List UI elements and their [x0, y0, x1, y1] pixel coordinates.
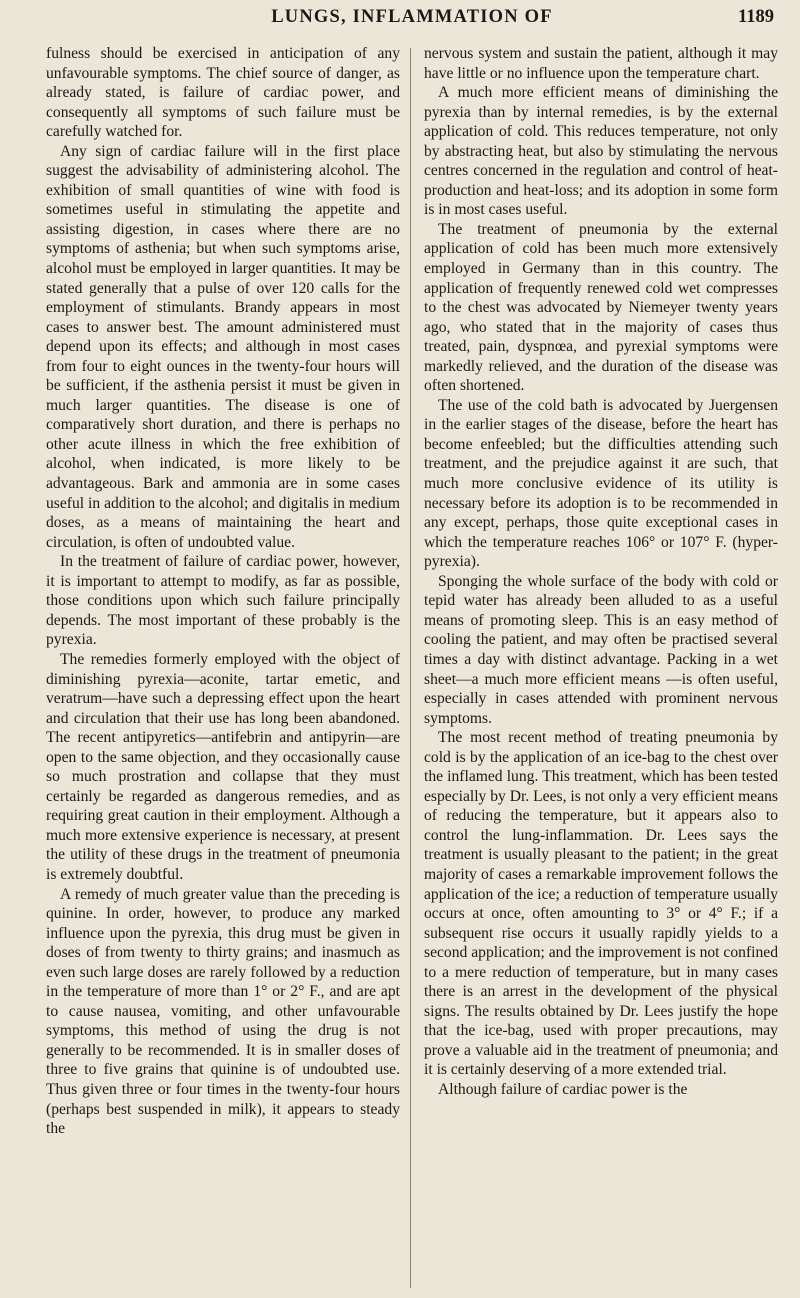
running-title: LUNGS, INFLAMMATION OF — [271, 7, 553, 27]
paragraph: The most recent method of treating pneumonia by cold is by the application of an ice-bag to the chest over the inflamed lung. This treatment, which has been tested especially by Dr. Lees, is not only a very efficient means of reducing the temperature, but it appears also to control the lung-inflammation. Dr. Lees says the treatment is usually pleasant to the patient; in the great majority of cases a remarkable improvement follows the application of the ice; a reduction of temperature usually occurs at once, often amounting to 3° or 4° F.; if a subsequent rise occurs it usually rapidly yields to a second application; and the improvement is not confined to a mere reduction of temperature, but in many cases there is an arrest in the development of the physical signs. The results obtained by Dr. Lees justify the hope that the ice-bag, used with proper precautions, may prove a valuable aid in the treatment of pneumonia; and it is certainly deserving of a more extended trial. — [424, 729, 778, 1079]
right-column — [424, 44, 778, 1139]
paragraph: The treatment of pneumonia by the external application of cold has been much more extensively employed in Germany than in this country. The application of frequently renewed cold wet compresses to the chest was advocated by Niemeyer twenty years ago, who stated that in the majority of cases thus treated, pain, dyspnœa, and pyrexial symptoms were markedly relieved, and the duration of the disease was often shortened. — [424, 220, 778, 395]
paragraph: The remedies formerly employed with the object of diminishing pyrexia—aconite, tartar emetic, and veratrum—have such a depressing effect upon the heart and circulation that their use has long been abandoned. The recent antipyretics—antifebrin and antipyrin—are open to the same objection, and they occasionally cause so much prostration and collapse that they must certainly be regarded as dangerous remedies, and as requiring great caution in their employment. Although a much more extensive experience is necessary, at present the utility of these drugs in the treatment of pneumonia is extremely doubtful. — [46, 650, 400, 883]
paragraph: A much more efficient means of diminishing the pyrexia than by internal remedies, is by the external application of cold. This reduces temperature, not only by abstracting heat, but also by stimulating the nervous centres concerned in the regulation and control of heat-production and heat-loss; and its adoption in some form is in most cases useful. — [424, 84, 778, 219]
paragraph: Any sign of cardiac failure will in the first place suggest the advisability of administering alcohol. The exhibition of small quantities of wine with food is sometimes useful in stimulating the appetite and assisting digestion, in cases where there are no symptoms of asthenia; but when such symptoms arise, alcohol must be employed in larger quantities. It may be stated generally that a pulse of over 120 calls for the employment of stimulants. Brandy appears in most cases to answer best. The amount administered must depend upon its effects; and although in most cases from four to eight ounces in the twenty-four hours will be sufficient, if the asthenia persist it must be given in much larger quantities. The disease is one of comparatively short duration, and there is perhaps no other acute illness in which the free exhibition of alcohol, when indicated, is more likely to be advantageous. Bark and ammonia are in some cases useful in addition to the alcohol; and digitalis in medium doses, as a means of maintaining the heart and circulation, is often of undoubted value. — [46, 142, 400, 551]
paragraph: The use of the cold bath is advocated by Juergensen in the earlier stages of the disease, before the heart has become enfeebled; but the difficulties attending such treatment, and the prejudice against it are such, that much more conclusive evidence of its utility is necessary before its adoption is to be recommended in any except, perhaps, those quite exceptional cases in which the temperature reaches 106° or 107° F. (hyper-pyrexia). — [424, 396, 778, 571]
text-columns — [46, 44, 778, 1139]
page-header — [46, 0, 778, 44]
paragraph: A remedy of much greater value than the preceding is quinine. In order, however, to produce any marked influence upon the pyrexia, this drug must be given in doses of from twenty to thirty grains; and inasmuch as even such large doses are rarely followed by a reduction in the temperature of more than 1° or 2° F., and are apt to cause nausea, vomiting, and other unfavourable symptoms, this method of using the drug is not generally to be recommended. It is in smaller doses of three to five grains that quinine is of undoubted use. Thus given three or four times in the twenty-four hours (perhaps best suspended in milk), it appears to steady the — [46, 885, 400, 1138]
paragraph: fulness should be exercised in anticipation of any unfavourable symptoms. The chief source of danger, as already stated, is failure of cardiac power, and consequently all symptoms of such failure must be carefully watched for. — [46, 45, 400, 141]
paragraph: Sponging the whole surface of the body with cold or tepid water has already been alluded to as a useful means of promoting sleep. This is an easy method of cooling the patient, and may often be practised several times a day with distinct advantage. Packing in a wet sheet—a much more efficient means —is often useful, especially in cases attended with prominent nervous symptoms. — [424, 572, 778, 727]
paragraph: Although failure of cardiac power is the — [438, 1080, 688, 1098]
left-column — [46, 44, 400, 1139]
paragraph: In the treatment of failure of cardiac power, however, it is important to attempt to modify, as far as possible, those conditions upon which such failure principally depends. The most important of these probably is the pyrexia. — [46, 553, 400, 649]
column-divider — [410, 48, 411, 1288]
paragraph: nervous system and sustain the patient, although it may have little or no influence upon the temperature chart. — [424, 45, 778, 82]
page-number: 1189 — [738, 7, 774, 27]
